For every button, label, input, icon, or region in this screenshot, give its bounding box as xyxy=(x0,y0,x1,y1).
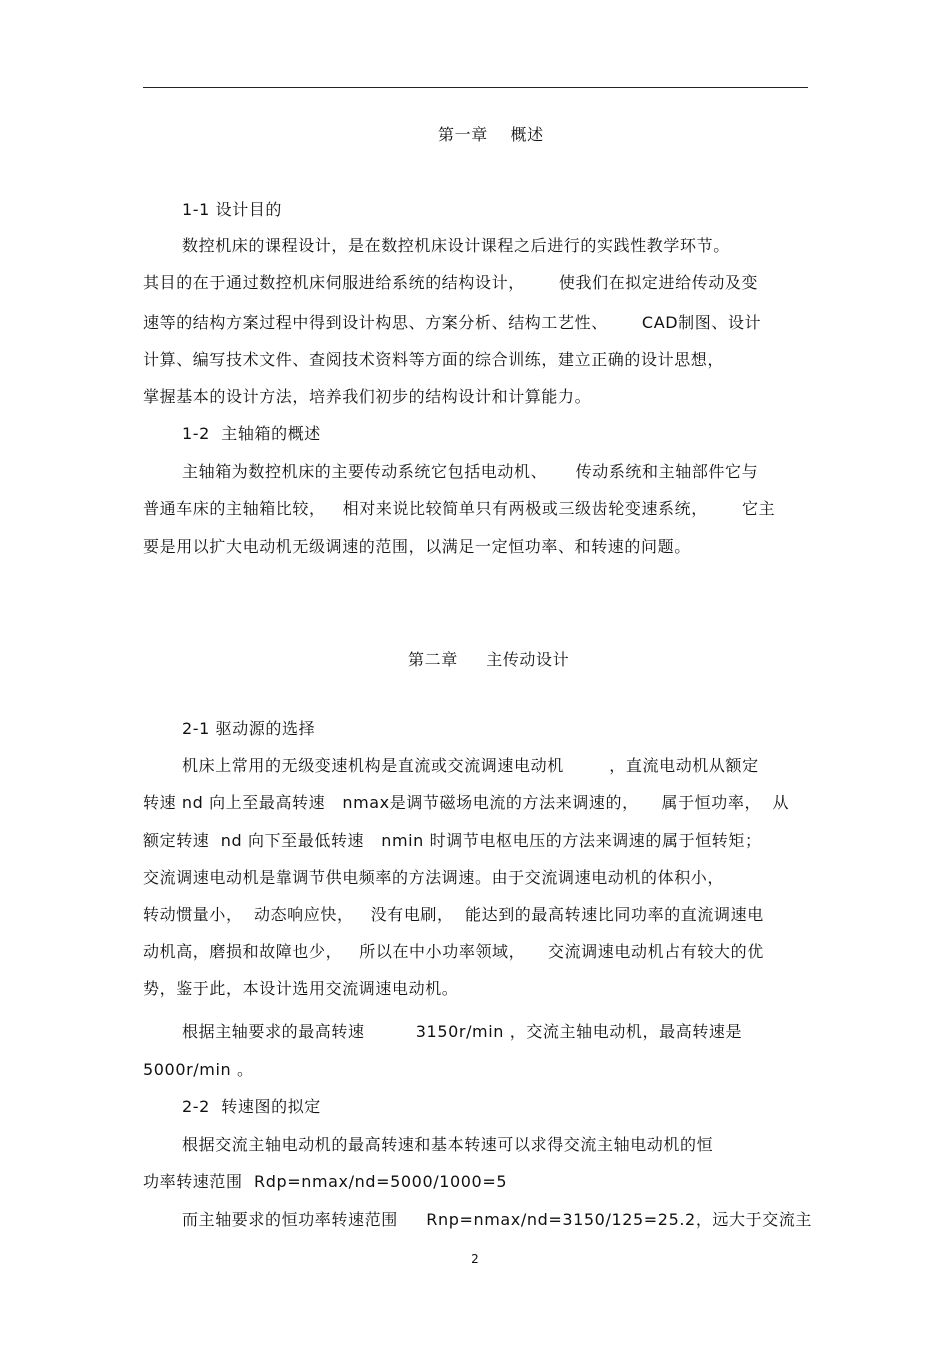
paragraph-line: 势，鉴于此，本设计选用交流调速电动机。 xyxy=(143,979,459,998)
paragraph-line: 交流调速电动机是靠调节供电频率的方法调速。由于交流调速电动机的体积小， xyxy=(143,868,725,887)
paragraph-line: 根据交流主轴电动机的最高转速和基本转速可以求得交流主轴电动机的恒 xyxy=(182,1135,714,1154)
paragraph-line: 普通车床的主轴箱比较， 相对来说比较简单只有两极或三级齿轮变速系统， 它主 xyxy=(143,499,776,518)
paragraph-line: 速等的结构方案过程中得到设计构思、方案分析、结构工艺性、 CAD制图、设计 xyxy=(143,313,762,332)
paragraph-line: 主轴箱为数控机床的主要传动系统它包括电动机、 传动系统和主轴部件它与 xyxy=(182,462,759,481)
chapter-1-title: 第一章 概述 xyxy=(438,125,544,144)
section-2-1-heading: 2-1 驱动源的选择 xyxy=(182,719,316,738)
page-number: 2 xyxy=(471,1252,479,1266)
paragraph-line: 5000r/min 。 xyxy=(143,1060,254,1079)
paragraph-line: 计算、编写技术文件、查阅技术资料等方面的综合训练，建立正确的设计思想， xyxy=(143,350,725,369)
header-rule xyxy=(143,87,808,88)
section-1-2-heading: 1-2 主轴箱的概述 xyxy=(182,424,321,443)
paragraph-line: 而主轴要求的恒功率转速范围 Rnp=nmax/nd=3150/125=25.2，远大于交流主 xyxy=(182,1210,813,1229)
paragraph-line: 机床上常用的无级变速机构是直流或交流调速电动机 ，直流电动机从额定 xyxy=(182,756,759,775)
chapter-2-title: 第二章 主传动设计 xyxy=(408,650,570,669)
paragraph-line: 掌握基本的设计方法，培养我们初步的结构设计和计算能力。 xyxy=(143,387,592,406)
paragraph-line: 动机高，磨损和故障也少， 所以在中小功率领域， 交流调速电动机占有较大的优 xyxy=(143,942,764,961)
section-1-1-heading: 1-1 设计目的 xyxy=(182,200,283,219)
paragraph-line: 额定转速 nd 向下至最低转速 nmin 时调节电枢电压的方法来调速的属于恒转矩； xyxy=(143,831,762,850)
paragraph-line: 转动惯量小， 动态响应快， 没有电刷， 能达到的最高转速比同功率的直流调速电 xyxy=(143,905,764,924)
paragraph-line: 转速 nd 向上至最高转速 nmax是调节磁场电流的方法来调速的， 属于恒功率， 从 xyxy=(143,793,790,812)
paragraph-line: 根据主轴要求的最高转速 3150r/min ，交流主轴电动机，最高转速是 xyxy=(182,1022,743,1041)
paragraph-line: 其目的在于通过数控机床伺服进给系统的结构设计， 使我们在拟定进给传动及变 xyxy=(143,273,759,292)
paragraph-line: 功率转速范围 Rdp=nmax/nd=5000/1000=5 xyxy=(143,1172,508,1191)
paragraph-line: 要是用以扩大电动机无级调速的范围，以满足一定恒功率、和转速的问题。 xyxy=(143,537,691,556)
paragraph-line: 数控机床的课程设计，是在数控机床设计课程之后进行的实践性教学环节。 xyxy=(182,236,730,255)
section-2-2-heading: 2-2 转速图的拟定 xyxy=(182,1097,321,1116)
